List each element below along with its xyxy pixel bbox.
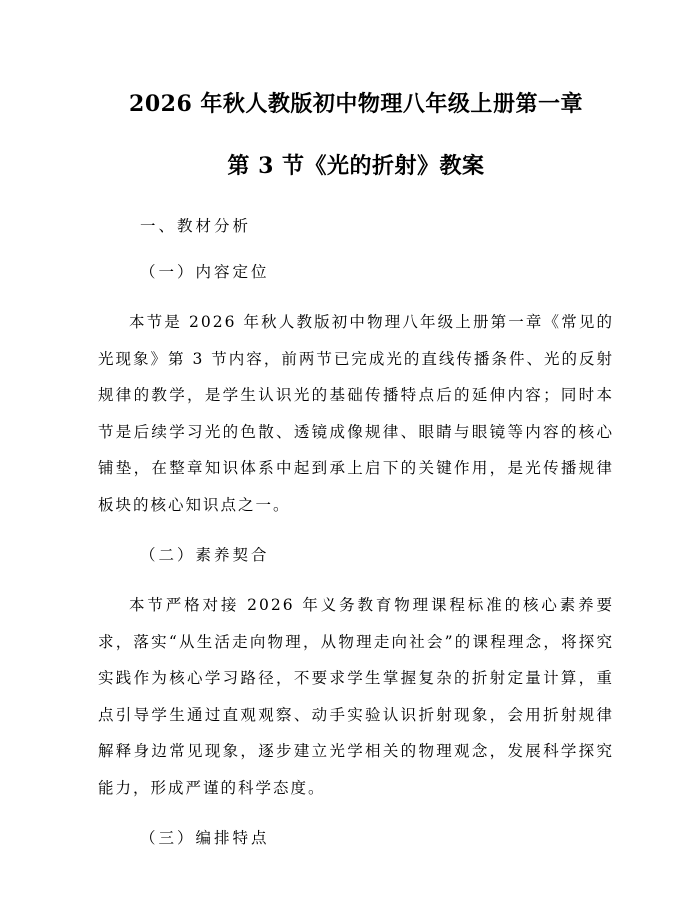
subsection-heading-content-position: （一）内容定位 — [140, 263, 270, 281]
paragraph-literacy-fit: 本节严格对接 2026 年义务教育物理课程标准的核心素养要求，落实“从生活走向物理，从物理走向社会”的课程理念，将探究实践作为核心学习路径，不要求学生掌握复杂的折射定量计算，重点引导学生通过直观观察、动手实验认识折射现象，会用折射规律解释身边常见现象，逐步建立光学相关的物理观念，发展科学探究能力，形成严谨的科学态度。 — [98, 596, 614, 797]
document-title-line2: 第 3 节《光的折射》教案 — [227, 153, 485, 179]
subsection-heading-literacy-fit: （二）素养契合 — [140, 546, 270, 564]
paragraph-content-position: 本节是 2026 年秋人教版初中物理八年级上册第一章《常见的光现象》第 3 节内容，前两节已完成光的直线传播条件、光的反射规律的教学，是学生认识光的基础传播特点后的延伸内容；同时本节是后续学习光的色散、透镜成像规律、眼睛与眼镜等内容的核心铺垫，在整章知识体系中起到承上启下的关键作用，是光传播规律板块的核心知识点之一。 — [98, 313, 614, 514]
section-heading-textbook-analysis: 一、教材分析 — [140, 217, 252, 235]
subsection-heading-layout-features: （三）编排特点 — [140, 829, 270, 847]
document-title-line1: 2026 年秋人教版初中物理八年级上册第一章 — [129, 91, 583, 117]
